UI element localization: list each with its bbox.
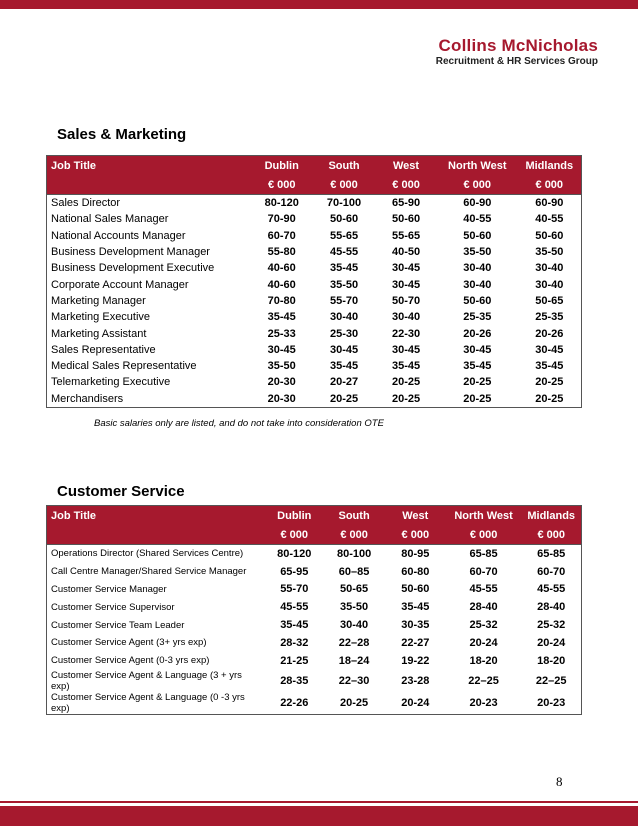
job-title-cell: Marketing Assistant	[51, 327, 147, 340]
table-header-row	[47, 156, 582, 176]
table-row	[47, 545, 582, 563]
salary-cell: 50-65	[535, 294, 564, 307]
salary-cell: 35-50	[267, 360, 296, 373]
salary-cell: 30-45	[463, 343, 492, 356]
salary-cell: 28-40	[537, 601, 566, 614]
salary-cell: 50-60	[535, 229, 564, 242]
salary-cell: 20-27	[329, 376, 359, 389]
salary-cell: 40-55	[535, 213, 564, 226]
units-header: € 000	[251, 175, 313, 195]
salary-cell: 50-60	[391, 213, 421, 226]
job-title-cell: National Accounts Manager	[51, 229, 186, 242]
salary-cell: 30-45	[391, 343, 421, 356]
column-header: North West	[446, 506, 522, 526]
salary-cell: 20-25	[340, 696, 369, 709]
job-title-cell: Operations Director (Shared Services Centre)	[47, 545, 266, 563]
column-header: Midlands	[521, 506, 581, 526]
salary-cell: 20-25	[463, 392, 492, 405]
salary-cell: 45-55	[469, 583, 498, 596]
salary-cell: 19-22	[401, 654, 430, 667]
salary-cell: 20-26	[535, 327, 564, 340]
salary-cell: 25-32	[469, 619, 498, 632]
salary-cell: 45-55	[329, 246, 359, 259]
job-title-cell: Marketing Manager	[51, 294, 146, 307]
section-title-sales-marketing: Sales & Marketing	[57, 126, 187, 143]
salary-cell: 22–30	[338, 674, 370, 687]
table-row	[47, 342, 582, 358]
table-row	[47, 244, 582, 260]
salary-cell: 25-32	[537, 619, 566, 632]
salary-cell: 30-40	[463, 278, 492, 291]
salary-cell: 20-30	[267, 392, 296, 405]
table-row	[47, 634, 582, 652]
salary-cell: 65-90	[375, 195, 437, 212]
column-header: West	[385, 506, 446, 526]
sales-marketing-table	[46, 155, 582, 408]
column-header: Job Title	[47, 156, 251, 176]
salary-cell: 22–25	[535, 674, 567, 687]
salary-cell: 18-20	[537, 654, 566, 667]
table-row	[47, 374, 582, 390]
salary-cell: 30-45	[391, 278, 421, 291]
salary-cell: 55-65	[391, 229, 421, 242]
logo-name: Collins McNicholas	[438, 36, 598, 55]
salary-cell: 20-25	[391, 392, 421, 405]
salary-cell: 35-45	[329, 262, 359, 275]
section-title-customer-service: Customer Service	[57, 483, 185, 500]
salary-cell: 60-70	[469, 565, 498, 578]
table-row	[47, 616, 582, 634]
salary-cell: 18-20	[469, 654, 498, 667]
salary-cell: 35-45	[280, 619, 309, 632]
salary-cell: 20-25	[391, 376, 421, 389]
salary-cell: 20-25	[535, 376, 564, 389]
salary-cell: 55-80	[267, 246, 296, 259]
salary-cell: 20-24	[537, 636, 566, 649]
salary-cell: 30-45	[329, 343, 359, 356]
salary-cell: 22–25	[468, 674, 499, 687]
salary-cell: 30-40	[340, 619, 369, 632]
salary-cell: 40-50	[391, 246, 421, 259]
page-number: 8	[556, 774, 563, 789]
salary-cell: 28-35	[280, 674, 309, 687]
salary-cell: 60-90	[518, 195, 582, 212]
salary-cell: 20-23	[469, 696, 498, 709]
table-row	[47, 358, 582, 374]
salary-cell: 50-60	[463, 229, 492, 242]
salary-cell: 22–28	[338, 636, 370, 649]
units-header: € 000	[518, 175, 582, 195]
table-header-row	[47, 506, 582, 526]
job-title-cell: Customer Service Agent (3+ yrs exp)	[51, 637, 207, 649]
job-title-cell: Business Development Executive	[51, 262, 215, 275]
column-header: South	[323, 506, 384, 526]
salary-cell: 20-24	[401, 696, 430, 709]
job-title-cell: Telemarketing Executive	[51, 376, 171, 389]
column-header: Midlands	[518, 156, 582, 176]
salary-cell: 28-40	[469, 601, 498, 614]
salary-cell: 35-50	[535, 246, 564, 259]
salary-cell: 35-45	[329, 360, 359, 373]
column-header: North West	[437, 156, 518, 176]
table-units-row	[47, 175, 582, 195]
salary-cell: 20-26	[463, 327, 492, 340]
salary-cell: 70-80	[267, 294, 296, 307]
salary-note: Basic salaries only are listed, and do not take into consideration OTE	[94, 418, 384, 429]
job-title-cell: Corporate Account Manager	[51, 278, 189, 291]
salary-cell: 50-60	[329, 213, 359, 226]
salary-cell: 65-85	[446, 545, 522, 563]
salary-cell: 20-25	[329, 392, 359, 405]
job-title-cell: National Sales Manager	[51, 213, 169, 226]
bottom-band	[0, 806, 638, 826]
table-row	[47, 228, 582, 244]
company-logo	[436, 36, 598, 68]
salary-cell: 55-70	[280, 583, 309, 596]
salary-cell: 80-100	[323, 545, 384, 563]
units-header: € 000	[375, 175, 437, 195]
salary-cell: 45-55	[280, 601, 309, 614]
salary-cell: 22-30	[391, 327, 421, 340]
salary-cell: 35-45	[267, 311, 296, 324]
salary-cell: 60-70	[267, 229, 296, 242]
salary-cell: 22-27	[401, 636, 430, 649]
job-title-cell: Customer Service Team Leader	[51, 619, 185, 631]
table-row	[47, 692, 582, 715]
units-header: € 000	[323, 525, 384, 545]
salary-cell: 20-24	[469, 636, 498, 649]
salary-cell: 30-40	[535, 278, 564, 291]
salary-cell: 30-40	[391, 311, 421, 324]
units-header: € 000	[385, 525, 446, 545]
salary-cell: 35-50	[463, 246, 492, 259]
table-row	[47, 211, 582, 227]
job-title-cell: Sales Representative	[51, 343, 156, 356]
salary-cell: 35-45	[535, 360, 564, 373]
salary-cell: 50-65	[340, 583, 369, 596]
salary-cell: 40-55	[463, 213, 492, 226]
column-header: West	[375, 156, 437, 176]
salary-cell: 70-100	[313, 195, 375, 212]
salary-cell: 25-33	[267, 327, 296, 340]
units-header-blank	[47, 525, 266, 545]
job-title-cell: Marketing Executive	[51, 311, 151, 324]
salary-cell: 35-45	[401, 601, 430, 614]
salary-cell: 25-35	[535, 311, 564, 324]
logo-subtitle: Recruitment & HR Services Group	[435, 56, 598, 67]
salary-cell: 20-23	[537, 696, 566, 709]
salary-cell: 21-25	[280, 654, 309, 667]
column-header: South	[313, 156, 375, 176]
salary-cell: 23-28	[401, 674, 430, 687]
table-row	[47, 260, 582, 276]
job-title-cell: Merchandisers	[51, 392, 124, 405]
salary-cell: 50-60	[401, 583, 430, 596]
table-row	[47, 670, 582, 692]
table-row	[47, 652, 582, 670]
table-units-row	[47, 525, 582, 545]
salary-cell: 30-45	[267, 343, 296, 356]
salary-cell: 55-65	[329, 229, 359, 242]
salary-cell: 35-45	[391, 360, 421, 373]
job-title-cell: Customer Service Agent (0-3 yrs exp)	[51, 655, 210, 667]
bottom-rule	[0, 801, 638, 803]
table-row	[47, 293, 582, 309]
salary-cell: 60-90	[437, 195, 518, 212]
table-row	[47, 325, 582, 341]
salary-cell: 18–24	[338, 654, 370, 667]
job-title-cell: Call Centre Manager/Shared Service Manager	[51, 566, 247, 578]
salary-cell: 30-40	[463, 262, 492, 275]
salary-cell: 60-80	[401, 565, 430, 578]
salary-cell: 35-45	[463, 360, 492, 373]
salary-cell: 30-35	[401, 619, 430, 632]
salary-cell: 35-50	[340, 601, 369, 614]
job-title-cell: Business Development Manager	[51, 246, 210, 259]
salary-cell: 55-70	[329, 294, 359, 307]
table-row	[47, 195, 582, 212]
salary-cell: 60–85	[338, 565, 370, 578]
job-title-cell: Customer Service Agent & Language (0 -3 yrs exp)	[51, 691, 245, 714]
job-title-cell: Medical Sales Representative	[51, 360, 197, 373]
units-header: € 000	[437, 175, 518, 195]
salary-cell: 20-25	[463, 376, 492, 389]
salary-cell: 28-32	[280, 636, 309, 649]
job-title-cell: Customer Service Supervisor	[51, 601, 175, 613]
table-row	[47, 563, 582, 581]
salary-cell: 20-25	[535, 392, 564, 405]
salary-cell: 65-85	[521, 545, 581, 563]
salary-cell: 50-60	[463, 294, 492, 307]
salary-cell: 25-30	[329, 327, 359, 340]
salary-cell: 35-50	[329, 278, 359, 291]
customer-service-table	[46, 505, 582, 715]
salary-cell: 20-30	[267, 376, 296, 389]
table-row	[47, 581, 582, 599]
salary-cell: 70-90	[267, 213, 296, 226]
units-header: € 000	[446, 525, 522, 545]
salary-cell: 30-45	[391, 262, 421, 275]
salary-cell: 80-120	[251, 195, 313, 212]
salary-cell: 25-35	[463, 311, 492, 324]
job-title-cell: Sales Director	[47, 195, 251, 212]
column-header: Dublin	[265, 506, 323, 526]
job-title-cell: Customer Service Agent & Language (3 + yrs exp)	[51, 669, 242, 692]
salary-cell: 30-40	[329, 311, 359, 324]
salary-cell: 80-95	[385, 545, 446, 563]
units-header-blank	[47, 175, 251, 195]
salary-cell: 30-40	[535, 262, 564, 275]
salary-cell: 40-60	[267, 278, 296, 291]
units-header: € 000	[313, 175, 375, 195]
units-header: € 000	[265, 525, 323, 545]
table-row	[47, 276, 582, 292]
salary-cell: 50-70	[391, 294, 421, 307]
column-header: Job Title	[47, 506, 266, 526]
table-row	[47, 598, 582, 616]
salary-cell: 22-26	[280, 696, 309, 709]
job-title-cell: Customer Service Manager	[51, 583, 167, 595]
table-row	[47, 309, 582, 325]
salary-cell: 60-70	[537, 565, 566, 578]
salary-cell: 40-60	[267, 262, 296, 275]
table-row	[47, 391, 582, 408]
units-header: € 000	[521, 525, 581, 545]
salary-cell: 45-55	[537, 583, 566, 596]
salary-cell: 65-95	[280, 565, 309, 578]
salary-cell: 30-45	[535, 343, 564, 356]
column-header: Dublin	[251, 156, 313, 176]
top-band	[0, 0, 638, 9]
salary-cell: 80-120	[265, 545, 323, 563]
